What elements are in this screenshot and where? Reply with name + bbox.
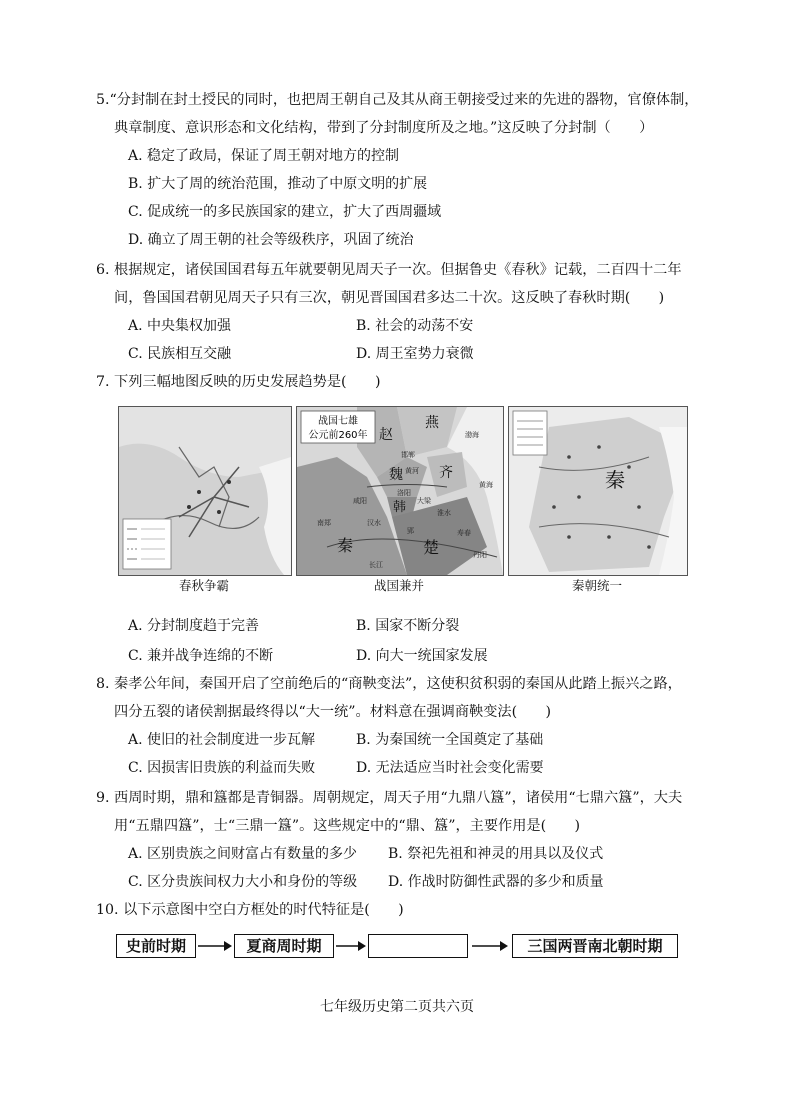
map-2-state-yan: 燕 [425, 415, 439, 431]
era-box-three-kingdoms: 三国两晋南北朝时期 [512, 934, 678, 958]
q5-option-c[interactable]: C. 促成统一的多民族国家的建立，扩大了西周疆域 [128, 204, 442, 220]
map-2-caption: 战国兼并 [373, 578, 424, 593]
q8-option-b[interactable]: B. 为秦国统一全国奠定了基础 [356, 732, 544, 748]
q9-option-a[interactable]: A. 区别贵族之间财富占有数量的多少 [128, 846, 358, 862]
q5-option-a[interactable]: A. 稳定了政局，保证了周王朝对地方的控制 [128, 148, 400, 164]
map-2-title-2: 公元前260年 [308, 430, 368, 441]
map-2-place-changjiang: 长江 [369, 561, 383, 569]
question-5-stem-1: 5.“分封制在封土授民的同时，也把周王朝自己及其从商王朝接受过来的先进的器物，官僚体制， [96, 92, 699, 108]
question-6-stem-2: 间，鲁国国君朝见周天子只有三次，朝见晋国国君多达二十次。这反映了春秋时期( ) [114, 290, 665, 306]
map-warring-states [296, 406, 504, 576]
era-flow-diagram [116, 934, 678, 960]
map-2-state-zhao: 赵 [379, 427, 393, 443]
q9-option-c[interactable]: C. 区分贵族间权力大小和身份的等级 [128, 874, 358, 890]
map-2-state-wei: 魏 [389, 467, 403, 483]
era-box-xia-shang-zhou: 夏商周时期 [234, 934, 334, 958]
map-2-state-qi: 齐 [439, 465, 453, 481]
question-5-stem-2: 典章制度、意识形态和文化结构，带到了分封制度所及之地。”这反映了分封制（ ） [114, 120, 654, 136]
map-2-place-luoyang: 洛阳 [397, 489, 411, 497]
q6-option-c[interactable]: C. 民族相互交融 [128, 346, 232, 362]
q6-option-b[interactable]: B. 社会的动荡不安 [356, 318, 474, 334]
q6-option-a[interactable]: A. 中央集权加强 [128, 318, 232, 334]
question-8-stem-1: 8. 秦孝公年间，秦国开启了空前绝后的“商鞅变法”，这使积贫积弱的秦国从此踏上振兴之路， [96, 676, 682, 692]
arrow-right-icon [336, 939, 366, 953]
q8-option-d[interactable]: D. 无法适应当时社会变化需要 [356, 760, 544, 776]
q8-option-c[interactable]: C. 因损害旧贵族的利益而失败 [128, 760, 316, 776]
map-3-caption: 秦朝统一 [571, 578, 622, 593]
arrow-right-icon [198, 939, 232, 953]
q7-option-c[interactable]: C. 兼并战争连绵的不断 [128, 648, 274, 664]
q8-option-a[interactable]: A. 使旧的社会制度进一步瓦解 [128, 732, 316, 748]
q7-option-b[interactable]: B. 国家不断分裂 [356, 618, 460, 634]
question-10 [96, 896, 706, 924]
map-spring-autumn [118, 406, 292, 576]
map-2-place-huanghai: 黄海 [479, 481, 493, 489]
map-2-place-ying: 郢 [407, 527, 414, 535]
question-10-stem-1: 10. 以下示意图中空白方框处的时代特征是( ) [96, 902, 404, 918]
map-2-state-han: 韩 [393, 500, 407, 515]
map-1-caption: 春秋争霸 [178, 578, 229, 593]
question-8-stem-2: 四分五裂的诸侯割据最终得以“大一统”。材料意在强调商鞅变法( ) [114, 704, 552, 720]
map-2-state-qin: 秦 [337, 536, 354, 555]
question-6 [96, 256, 706, 312]
q7-option-a[interactable]: A. 分封制度趋于完善 [128, 618, 260, 634]
question-8 [96, 670, 706, 726]
question-7-stem-1: 7. 下列三幅地图反映的历史发展趋势是( ) [96, 374, 381, 390]
era-box-blank[interactable] [368, 934, 468, 958]
q6-option-d[interactable]: D. 周王室势力衰微 [356, 346, 474, 362]
question-6-stem-1: 6. 根据规定，诸侯国国君每五年就要朝见周天子一次。但据鲁史《春秋》记载，二百四十二年 [96, 262, 682, 278]
map-qin-unification [508, 406, 688, 576]
q9-option-d[interactable]: D. 作战时防御性武器的多少和质量 [388, 874, 604, 890]
map-2-place-shouchun: 寿春 [457, 529, 471, 537]
q5-option-d[interactable]: D. 确立了周王朝的社会等级秩序，巩固了统治 [128, 232, 414, 248]
map-group [118, 406, 688, 592]
map-2-place-handan: 邯郸 [401, 451, 415, 459]
question-5 [96, 86, 706, 142]
question-9-stem-1: 9. 西周时期，鼎和簋都是青铜器。周朝规定，周天子用“九鼎八簋”，诸侯用“七鼎六簋”，大夫 [96, 790, 683, 806]
arrow-right-icon [472, 939, 508, 953]
map-2-place-bohai: 渤海 [465, 431, 479, 439]
question-9 [96, 784, 706, 840]
map-2-place-danyang: 丹阳 [473, 551, 487, 559]
question-7 [96, 368, 706, 396]
question-9-stem-2: 用“五鼎四簋”，士“三鼎一簋”。这些规定中的“鼎、簋”，主要作用是( ) [114, 818, 581, 834]
map-2-place-huaishui: 淮水 [437, 509, 451, 517]
map-2-place-daliang: 大梁 [417, 497, 431, 505]
map-2-place-huanghe: 黄河 [405, 467, 419, 475]
page-footer: 七年级历史第二页共六页 [320, 999, 474, 1015]
map-3-state-qin: 秦 [605, 468, 625, 492]
map-2-title-1: 战国七雄 [318, 416, 358, 427]
map-2-place-xianyang: 咸阳 [353, 497, 367, 505]
q9-option-b[interactable]: B. 祭祀先祖和神灵的用具以及仪式 [388, 846, 604, 862]
map-2-state-chu: 楚 [423, 538, 440, 557]
q5-option-b[interactable]: B. 扩大了周的统治范围，推动了中原文明的扩展 [128, 176, 428, 192]
era-box-prehistoric: 史前时期 [116, 934, 196, 958]
q7-option-d[interactable]: D. 向大一统国家发展 [356, 648, 488, 664]
map-2-place-nanzheng: 南郑 [317, 519, 331, 527]
map-2-place-hanshui: 汉水 [367, 519, 381, 527]
